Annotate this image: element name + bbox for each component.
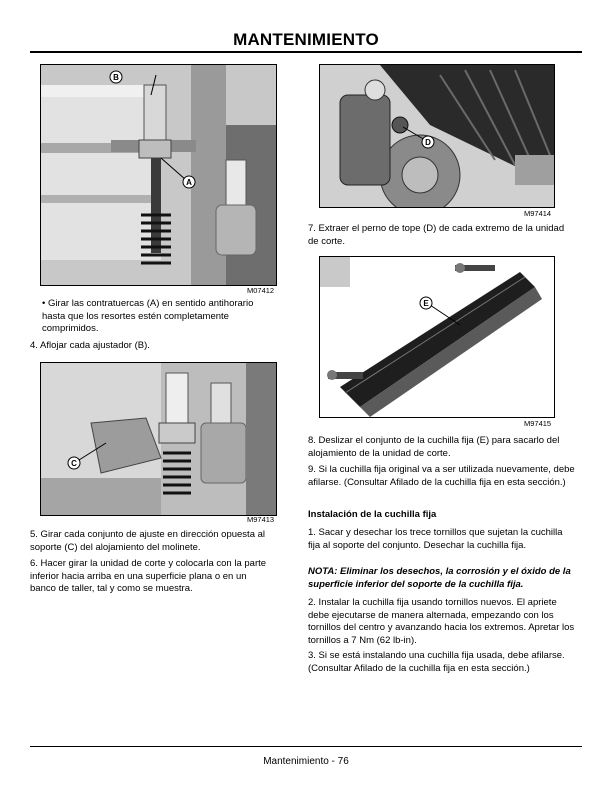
page-number: Mantenimiento - 76 bbox=[263, 756, 349, 767]
callout-c: C bbox=[71, 459, 77, 468]
install-step-3: 3. Si se está instalando una cuchilla fija usada, debe afilarse. (Consultar Afilado de la cuchilla fija en esta sección.) bbox=[308, 650, 565, 674]
callout-e: E bbox=[423, 299, 429, 308]
install-step-2: 2. Instalar la cuchilla fija usando tornillos nuevos. El apriete debe ejecutarse de manera alternada, empezando con los tornillos del centro y avanzando hacia los extremos. Apretar los tornillos a 7 Nm (62 lb-in). bbox=[308, 597, 575, 646]
figure-bracket-photo bbox=[40, 362, 277, 516]
step-4: 4. Aflojar cada ajustador (B). bbox=[30, 340, 150, 351]
figure-bedknife-photo bbox=[319, 256, 555, 418]
note: NOTA: Eliminar los desechos, la corrosión y el óxido de la superficie inferior del soporte de la cuchilla fija. bbox=[308, 566, 571, 590]
step-6: 6. Hacer girar la unidad de corte y colocarla con la parte inferior hacia arriba en una superficie plana o en un banco de taller, tal y como se muestra. bbox=[30, 558, 267, 595]
figure-adjuster-photo bbox=[40, 64, 277, 286]
bullet-text: • Girar las contratuercas (A) en sentido antihorario hasta que los resortes estén completamente comprimidos. bbox=[42, 298, 254, 335]
figure-id: M07412 bbox=[247, 286, 275, 295]
callout-b: B bbox=[113, 73, 119, 82]
step-7: 7. Extraer el perno de tope (D) de cada extremo de la unidad de corte. bbox=[308, 223, 565, 247]
step-5: 5. Girar cada conjunto de ajuste en dirección opuesta al soporte (C) del alojamiento del molinete. bbox=[30, 529, 266, 553]
callout-d: D bbox=[425, 138, 431, 147]
footer-rule bbox=[30, 746, 582, 747]
install-step-1: 1. Sacar y desechar los trece tornillos que sujetan la cuchilla fija al soporte del conjunto. Desechar la cuchilla fija. bbox=[308, 527, 563, 551]
callout-a: A bbox=[186, 178, 192, 187]
figure-id: M97413 bbox=[247, 515, 275, 524]
figure-id: M97415 bbox=[524, 419, 552, 428]
header-rule bbox=[30, 51, 582, 53]
page-title: MANTENIMIENTO bbox=[233, 30, 379, 49]
step-8: 8. Deslizar el conjunto de la cuchilla fija (E) para sacarlo del alojamiento de la unidad de corte. bbox=[308, 435, 560, 459]
figure-stop-bolt-photo bbox=[319, 64, 555, 208]
section-heading: Instalación de la cuchilla fija bbox=[308, 509, 437, 520]
step-9: 9. Si la cuchilla fija original va a ser utilizada nuevamente, debe afilarse. (Consultar Afilado de la cuchilla fija en esta sección.) bbox=[308, 464, 575, 488]
figure-id: M97414 bbox=[524, 209, 552, 218]
